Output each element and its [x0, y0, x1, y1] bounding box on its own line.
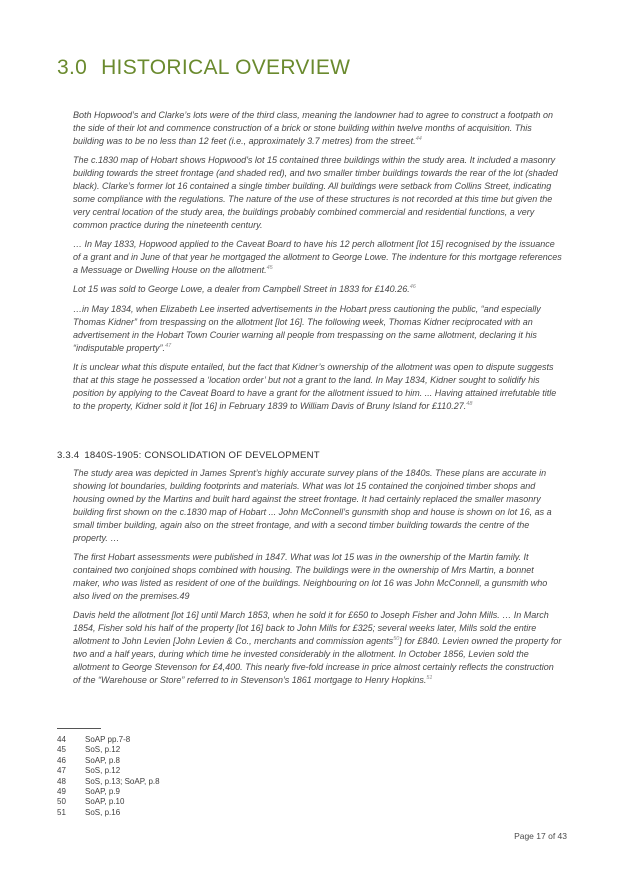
paragraph: Davis held the allotment [lot 16] until March 1853, when he sold it for £650 to Joseph Fisher and John Mills. … In March 1854, Fisher sold his half of the property [lot 16] back to John Mills for £325; several weeks later, Mills sold the entire allotment to John Levien [John Levien & Co., merchants and commission agents$^{50}$] for £840. Levien owned the property for two and a half years, during which time he invested considerably in the allotment. In October 1856, Levien sold the allotment to George Stevenson for £4,400. This nearly five-fold increase in price almost certainly reflects the construction of the “Warehouse or Store” referred to in Stevenson’s 1861 mortgage to Henry Hopkins.$^{51}$ — [73, 610, 562, 685]
section-consolidation — [73, 467, 563, 693]
subsection-title: 1840S-1905: CONSOLIDATION OF DEVELOPMENT — [84, 450, 320, 461]
footnote: 51 SoS, p.16 — [57, 807, 121, 817]
footnote: 49 SoAP, p.9 — [57, 787, 120, 797]
footnote: 45 SoS, p.12 — [57, 745, 121, 755]
paragraph: …in May 1834, when Elizabeth Lee inserted advertisements in the Hobart press cautioning the public, “and especially Thomas Kidner” from trespassing on the allotment [lot 16]. The following week, Thomas Kidner reciprocated with an advertisement in the Hobart Town Courier warning all people from trespassing on the same allotment, declaring it his “indisputable property”.$^{47}$ — [73, 303, 541, 353]
footnote: 50 SoAP, p.10 — [57, 797, 125, 807]
footnote-ref: 51 — [426, 674, 433, 681]
paragraph: It is unclear what this dispute entailed, but the fact that Kidner’s ownership of the allotment was open to dispute suggests that at this stage he possessed a ‘location order’ but not a grant to the land. In May 1834, Kidner sought to solidify his position by applying to the Caveat Board to have a grant for the allotment issued to him. ... Having attained irrefutable title to the property, Kidner sold it [lot 16] in February 1839 to William Davis of Bruny Island for £110.27.48 — [73, 361, 557, 411]
footnote: 48 SoS, p.13; SoAP, p.8 — [57, 776, 160, 786]
footnote-ref: 46 — [409, 284, 416, 291]
paragraph: The first Hobart assessments were published in 1847. What was lot 15 was in the ownership of the Martin family. It contained two conjoined shops combined with housing. The buildings were in the ownership of Mrs Martin, a bonnet maker, who was listed as resident of one of the buildings. Neighbouring on lot 16 was John McConnell, a gunsmith who also lived on the premises.49 — [73, 551, 548, 601]
footnote-ref: 45 — [266, 264, 273, 271]
heading-title: HISTORICAL OVERVIEW — [101, 56, 351, 79]
paragraph: The c.1830 map of Hobart shows Hopwood’s lot 15 contained three buildings within the study area. It included a masonry building towards the street frontage (and shaded red), and two smaller timber buildings towards the rear of the lot (shaded black). Clarke’s former lot 16 contained a single timber building. All buildings were setback from Collins Street, indicating some compliance with the regulations. The nature of the use of these structures is not recorded at this time but given the very central location of the study area, the buildings probably combined commercial and residential functions, a very common practice during the nineteenth century. — [73, 155, 558, 230]
footnote-ref: 50 — [393, 635, 400, 642]
section-historical-overview — [73, 109, 563, 419]
subsection-number: 3.3.4 — [57, 450, 80, 461]
paragraph: Lot 15 was sold to George Lowe, a dealer from Campbell Street in 1833 for £140.26.46 — [73, 284, 416, 295]
footnote: 46 SoAP, p.8 — [57, 755, 120, 765]
page-number: Page 17 of 43 — [514, 831, 567, 841]
paragraph: … In May 1833, Hopwood applied to the Caveat Board to have his 12 perch allotment [lot 15] recognised by the issuance of a grant and in June of that year he mortgaged the allotment to George Lowe. The indenture for this mortgage references a Messuage or Dwelling House on the allotment.$^{45}$ — [73, 239, 562, 275]
page-heading — [57, 56, 350, 80]
footnote-ref: 44 — [415, 135, 422, 142]
footnote: 47 SoS, p.12 — [57, 766, 121, 776]
footnotes-list — [57, 735, 160, 818]
footnote-ref: 47 — [165, 342, 172, 349]
paragraph: The study area was depicted in James Sprent’s highly accurate survey plans of the 1840s. These plans are accurate in showing lot boundaries, building footprints and materials. What was lot 15 contained the conjoined timber shops and housing owned by the Martins and built hard against the street frontage. It had certainly replaced the smaller masonry building first shown on the c.1830 map of Hobart ... John McConnell’s gunsmith shop and house is shown on lot 16, as a small timber building, again also on the street frontage, and with a second timber building towards the centre of the property. … — [73, 468, 552, 543]
heading-number: 3.0 — [57, 56, 88, 79]
footnote: 44 SoAP pp.7-8 — [57, 735, 131, 744]
subsection-heading — [57, 450, 320, 461]
footnote-divider — [57, 728, 101, 729]
footnote-ref: 48 — [466, 400, 473, 407]
paragraph: Both Hopwood’s and Clarke’s lots were of the third class, meaning the landowner had to agree to construct a footpath on the side of their lot and commence construction of a brick or stone building within twelve months of acquisition. This building was to be no less than 12 feet (i.e., approximately 3.7 metres) from the street.$^{44}$ — [73, 110, 553, 146]
